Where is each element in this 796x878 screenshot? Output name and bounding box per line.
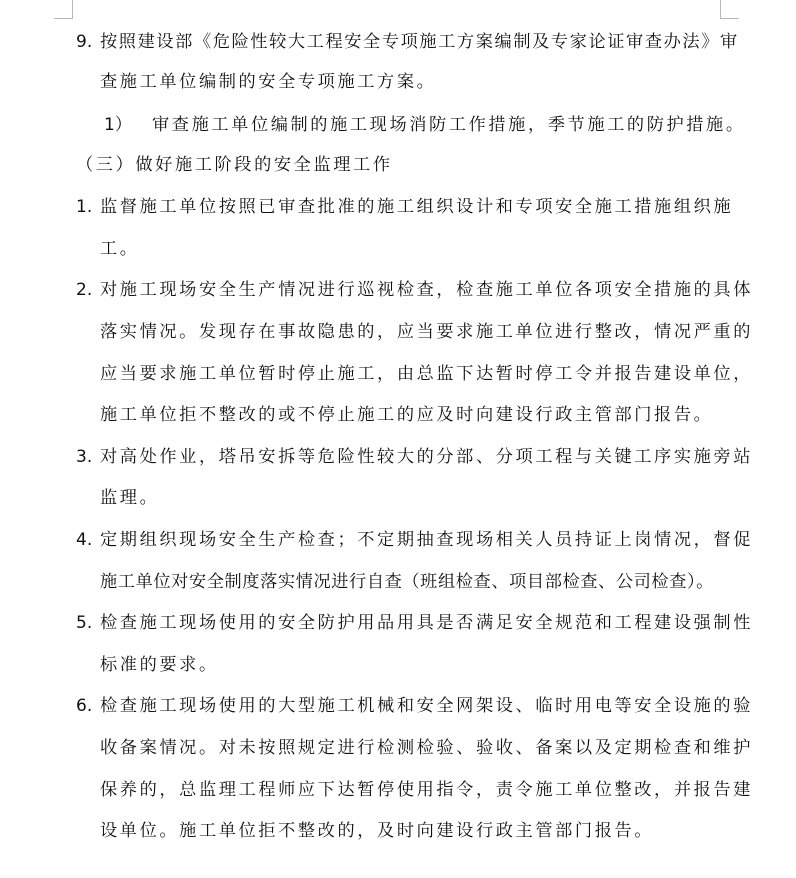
paragraph-text: 查施工单位编制的安全专项施工方案。 [100,72,437,92]
paragraph-text: 对施工现场安全生产情况进行巡视检查，检查施工单位各项安全措施的具体 [100,280,753,300]
paragraph-text: 审查施工单位编制的施工现场消防工作措施，季节施工的防护措施。 [152,115,746,135]
list-number: 3. [76,447,93,467]
crop-mark-left-vertical [72,0,73,18]
paragraph-text: 落实情况。发现存在事故隐患的，应当要求施工单位进行整改，情况严重的 [100,322,753,342]
list-number: 1） [104,115,132,135]
section-heading-text: （三）做好施工阶段的安全监理工作 [76,155,393,175]
paragraph-text: 工。 [100,239,140,259]
list-number: 6. [76,696,93,716]
paragraph-text: 按照建设部《危险性较大工程安全专项施工方案编制及专家论证审查办法》审 [100,32,739,52]
paragraph-text: 收备案情况。对未按照规定进行检测检验、验收、备案以及定期检查和维护 [100,738,753,758]
list-number: 9. [76,32,93,52]
paragraph-text: 设单位。施工单位拒不整改的，及时向建设行政主管部门报告。 [100,821,655,841]
crop-mark-right-vertical [720,0,721,18]
paragraph-text: 施工单位对安全制度落实情况进行自查（班组检查、项目部检查、公司检查）。 [100,572,714,592]
paragraph-text: 对高处作业，塔吊安拆等危险性较大的分部、分项工程与关键工序实施旁站 [100,447,753,467]
list-number: 2. [76,280,93,300]
paragraph-text: 监督施工单位按照已审查批准的施工组织设计和专项安全施工措施组织施 [100,197,734,217]
paragraph-text: 监理。 [100,488,160,508]
crop-mark-left-horizontal [54,18,73,19]
paragraph-text: 保养的，总监理工程师应下达暂停使用指令，责令施工单位整改，并报告建 [100,780,753,800]
list-number: 4. [76,530,93,550]
paragraph-text: 定期组织现场安全生产检查；不定期抽查现场相关人员持证上岗情况，督促 [100,530,753,550]
paragraph-text: 检查施工现场使用的大型施工机械和安全网架设、临时用电等安全设施的验 [100,696,753,716]
paragraph-text: 标准的要求。 [100,655,219,675]
crop-mark-right-horizontal [720,18,739,19]
list-number: 1. [76,197,93,217]
paragraph-text: 检查施工现场使用的安全防护用品用具是否满足安全规范和工程建设强制性 [100,613,753,633]
paragraph-text: 应当要求施工单位暂时停止施工，由总监下达暂时停工令并报告建设单位， [100,364,753,384]
list-number: 5. [76,613,93,633]
paragraph-text: 施工单位拒不整改的或不停止施工的应及时向建设行政主管部门报告。 [100,405,714,425]
